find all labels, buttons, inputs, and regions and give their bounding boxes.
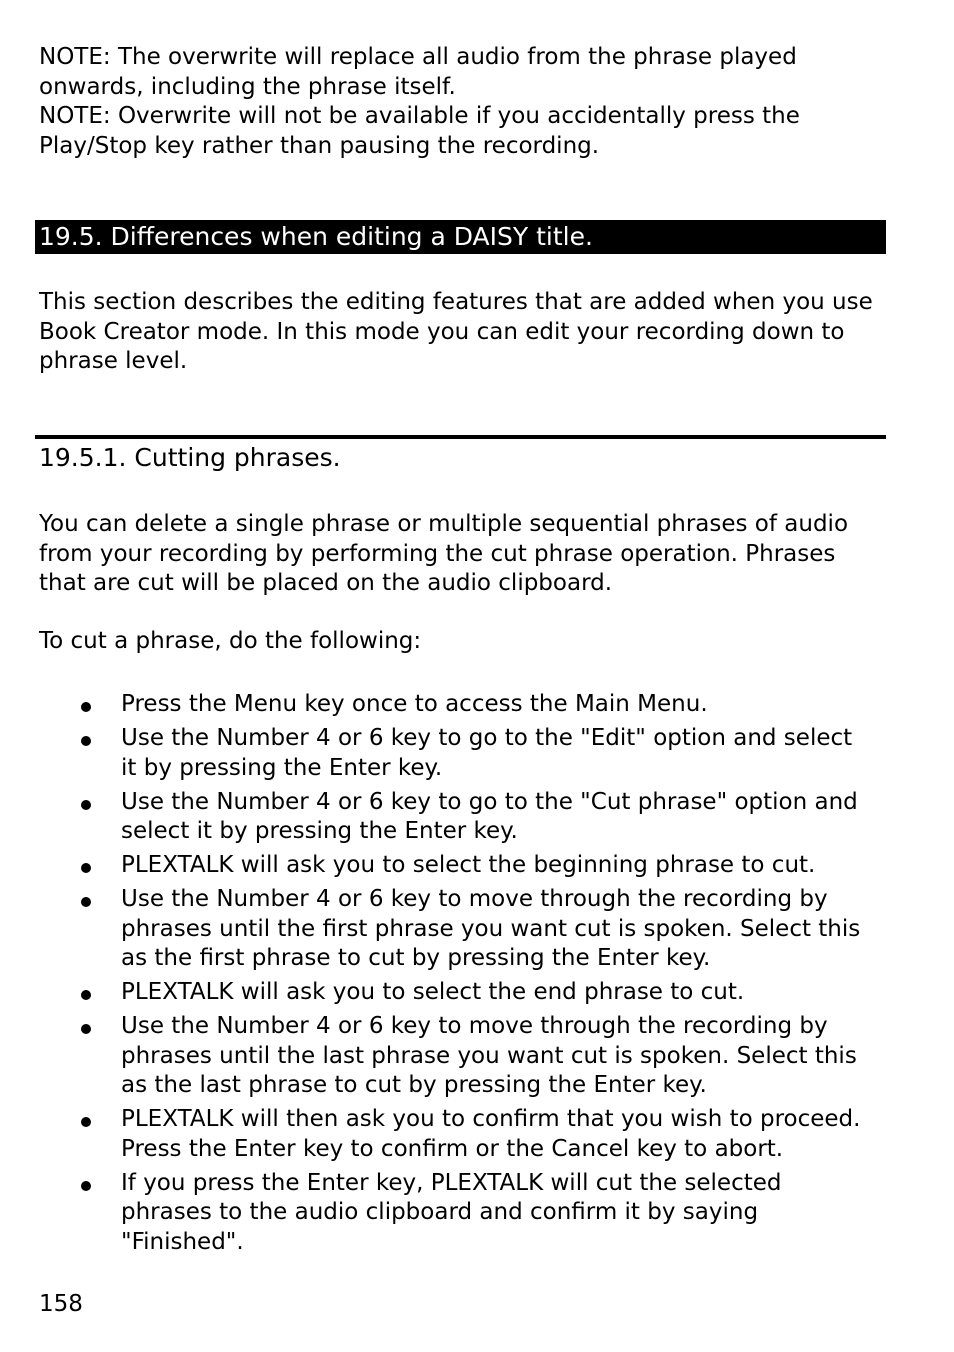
- bullet-icon: [81, 897, 91, 907]
- list-item: [0, 788, 873, 847]
- list-item: [0, 724, 873, 783]
- list-item: [0, 885, 873, 974]
- bullet-icon: [81, 702, 91, 712]
- bullet-icon: [81, 736, 91, 746]
- subsection-intro: You can delete a single phrase or multiple sequential phrases of audio from your recording by performing the cut phrase operation. Phrases that are cut will be placed on the audio clipboard.: [39, 511, 849, 596]
- note-overwrite-replace: NOTE: The overwrite will replace all audio from the phrase played onwards, including the phrase itself.: [39, 44, 797, 100]
- list-item: [0, 690, 873, 720]
- bullet-icon: [81, 1024, 91, 1034]
- step-text: Use the Number 4 or 6 key to go to the "Cut phrase" option and select it by pressing the Enter key.: [121, 788, 858, 844]
- bullet-icon: [81, 800, 91, 810]
- step-text: PLEXTALK will ask you to select the end phrase to cut.: [121, 979, 745, 1005]
- steps-lead-in: To cut a phrase, do the following:: [39, 628, 422, 654]
- notes-block: [39, 43, 829, 161]
- list-item: [0, 851, 873, 881]
- list-item: [0, 1169, 873, 1258]
- step-text: PLEXTALK will then ask you to confirm that you wish to proceed. Press the Enter key to confirm or the Cancel key to abort.: [121, 1106, 861, 1162]
- list-item: [0, 1012, 873, 1101]
- subsection-rule: [35, 435, 886, 439]
- steps-list: [0, 690, 954, 1262]
- bullet-icon: [81, 863, 91, 873]
- section-heading: 19.5. Differences when editing a DAISY title.: [35, 220, 886, 254]
- step-text: Use the Number 4 or 6 key to move through the recording by phrases until the last phrase you want cut is spoken. Select this as the last phrase to cut by pressing the Enter key.: [121, 1013, 857, 1098]
- list-item: [0, 1105, 873, 1164]
- list-item: [0, 978, 873, 1008]
- bullet-icon: [81, 1181, 91, 1191]
- step-text: PLEXTALK will ask you to select the beginning phrase to cut.: [121, 852, 816, 878]
- note-overwrite-unavailable: NOTE: Overwrite will not be available if you accidentally press the Play/Stop key rather than pausing the recording.: [39, 103, 800, 159]
- section-intro: This section describes the editing features that are added when you use Book Creator mode. In this mode you can edit your recording down to phrase level.: [39, 289, 873, 374]
- page-number: 158: [39, 1291, 83, 1317]
- bullet-icon: [81, 990, 91, 1000]
- step-text: Press the Menu key once to access the Main Menu.: [121, 691, 708, 717]
- bullet-icon: [81, 1117, 91, 1127]
- step-text: If you press the Enter key, PLEXTALK will cut the selected phrases to the audio clipboard and confirm it by saying "Finished".: [121, 1169, 782, 1255]
- subsection-heading: 19.5.1. Cutting phrases.: [39, 443, 341, 472]
- step-text: Use the Number 4 or 6 key to go to the "Edit" option and select it by pressing the Enter key.: [121, 725, 853, 781]
- step-text: Use the Number 4 or 6 key to move through the recording by phrases until the first phrase you want cut is spoken. Select this as the first phrase to cut by pressing the Enter key.: [121, 886, 861, 971]
